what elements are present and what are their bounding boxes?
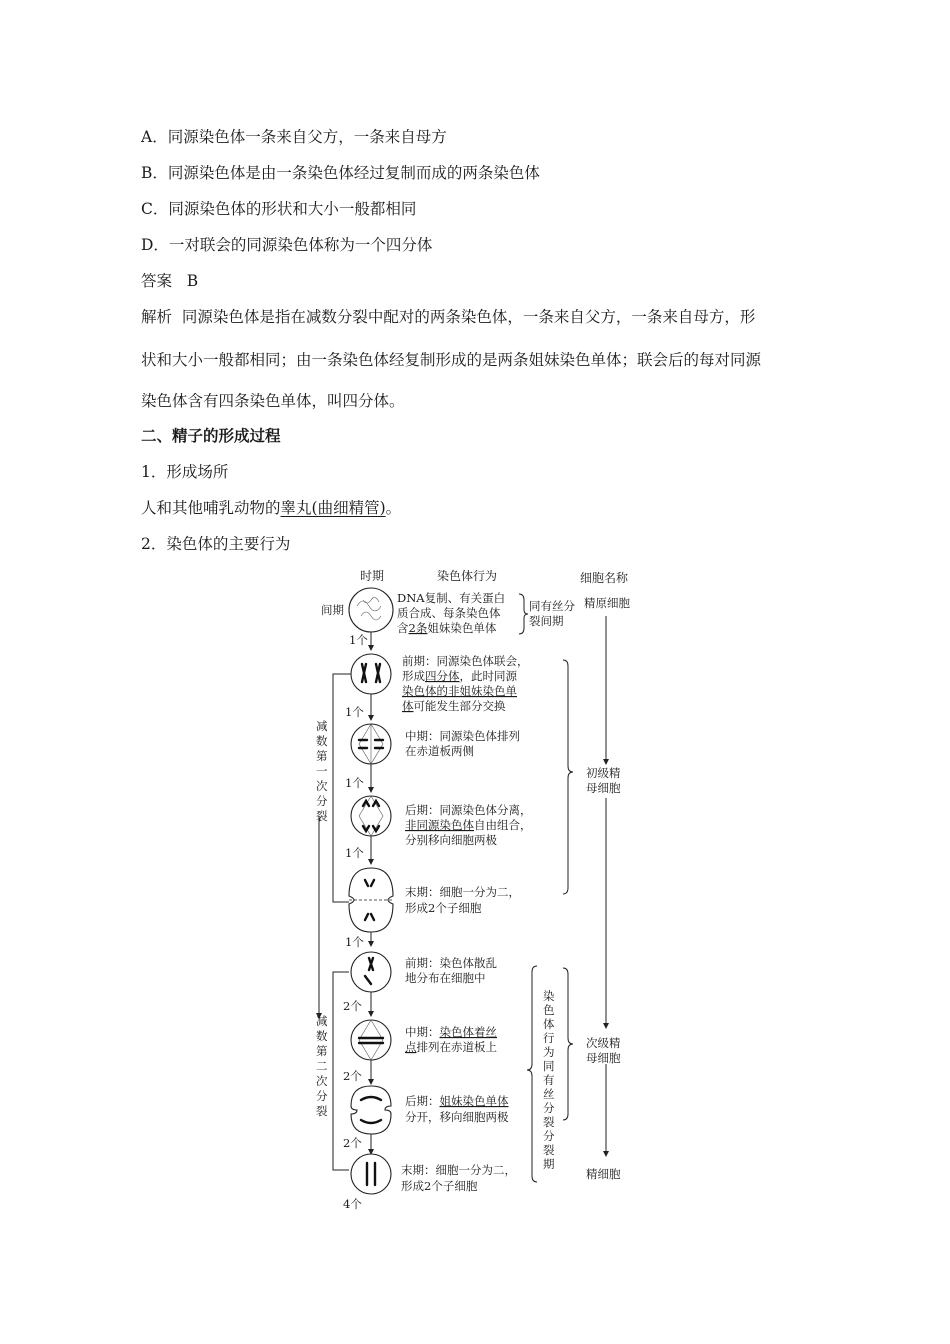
- item1-title: 1．形成场所: [141, 463, 229, 481]
- m1-telophase-1: 末期：细胞一分为二，: [405, 885, 520, 899]
- option-c: C．同源染色体的形状和大小一般都相同: [141, 200, 417, 218]
- option-a: A．同源染色体一条来自父方，一条来自母方: [141, 128, 447, 146]
- m2-metaphase-cell: [351, 1020, 391, 1060]
- m2-anaphase-1: 后期：姐妹染色单体: [405, 1094, 509, 1108]
- meiosis1-label: 减数第一次分裂: [316, 719, 328, 823]
- m2-anaphase-2: 分开，移向细胞两极: [405, 1110, 509, 1124]
- analysis-line-1: [141, 307, 755, 327]
- m1-metaphase-2: 在赤道板两侧: [405, 744, 474, 758]
- m2-prophase-cell: [351, 952, 391, 992]
- m2-metaphase-count: 2个: [343, 1069, 362, 1083]
- m2-metaphase-1: 中期：染色体着丝: [405, 1025, 497, 1039]
- analysis-line-3: 染色体含有四条染色单体，叫四分体。: [141, 392, 405, 410]
- analysis-text-1: 同源染色体是指在减数分裂中配对的两条染色体，一条来自父方，一条来自母方，形: [181, 308, 756, 326]
- m1-prophase-2: 形成四分体，此时同源: [402, 669, 517, 683]
- header-period: 时期: [360, 569, 385, 583]
- m1-metaphase-1: 中期：同源染色体排列: [405, 729, 520, 743]
- header-cell-name: 细胞名称: [580, 571, 629, 585]
- m2-prophase-count: 2个: [343, 999, 362, 1013]
- interphase-brace: [519, 594, 528, 634]
- m1-anaphase-count: 1个: [345, 846, 364, 860]
- item2-title: 2．染色体的主要行为: [141, 535, 291, 553]
- interphase-note-1: 同有丝分: [529, 599, 575, 613]
- option-d: D．一对联会的同源染色体称为一个四分体: [141, 236, 433, 254]
- interphase-behavior-3: 含2条姐妹染色单体: [397, 621, 497, 635]
- m2-telophase-cell: [351, 1154, 391, 1194]
- m2-cell-name-1: 次级精: [586, 1036, 621, 1050]
- m2-telophase-2: 形成2个子细胞: [401, 1179, 478, 1193]
- m2-telophase-1: 末期：细胞一分为二，: [401, 1163, 516, 1177]
- m1-anaphase-2: 非同源染色体自由组合，: [405, 818, 532, 832]
- m1-metaphase-count: 1个: [345, 776, 364, 790]
- m1-anaphase-cell: [351, 796, 391, 836]
- analysis-line-2: 状和大小一般都相同；由一条染色体经复制形成的是两条姐妹染色单体；联会后的每对同源: [141, 351, 762, 369]
- section-title: 二、精子的形成过程: [141, 426, 281, 445]
- interphase-note-2: 裂间期: [529, 614, 564, 628]
- m2-telophase-count: 4个: [343, 1197, 362, 1211]
- m2-anaphase-count: 2个: [343, 1136, 362, 1150]
- m2-prophase-1: 前期：染色体散乱: [405, 956, 497, 970]
- m1-telophase-2: 形成2个子细胞: [405, 901, 482, 915]
- m1-metaphase-cell: [351, 724, 391, 764]
- m2-prophase-2: 地分布在细胞中: [405, 971, 486, 985]
- item1-text-underlined: 睾丸(曲细精管): [280, 499, 386, 517]
- m2-outer-brace: [563, 968, 573, 1120]
- m2-metaphase-2: 点排列在赤道板上: [405, 1040, 497, 1054]
- m1-prophase-count: 1个: [345, 705, 364, 719]
- answer-value: B: [186, 272, 199, 290]
- m1-cell-name-1: 初级精: [586, 766, 621, 780]
- interphase-behavior-1: DNA复制、有关蛋白: [397, 591, 506, 605]
- m2-anaphase-cell: [351, 1086, 391, 1134]
- spermatogenesis-diagram: [305, 566, 655, 1218]
- m1-prophase-3: 染色体的非姐妹染色单: [402, 684, 517, 698]
- m1-telophase-cell: [349, 868, 393, 932]
- m2-bracket-note: 染色体行为同有丝分裂分裂期: [543, 989, 555, 1171]
- m1-prophase-cell: [351, 654, 391, 694]
- option-b: B．同源染色体是由一条染色体经过复制而成的两条染色体: [141, 164, 540, 182]
- m1-cell-name-2: 母细胞: [586, 781, 621, 795]
- m1-prophase-1: 前期：同源染色体联会，: [402, 654, 529, 668]
- interphase-count: 1个: [349, 633, 368, 647]
- answer-label: 答案: [141, 272, 173, 290]
- analysis-label: 解析: [141, 308, 173, 326]
- m1-anaphase-3: 分别移向细胞两极: [405, 833, 497, 847]
- m1-prophase-4: 体可能发生部分交换: [402, 699, 506, 713]
- interphase-cell: [349, 588, 393, 632]
- m2-inner-brace: [527, 966, 537, 1182]
- item1-text: [141, 498, 401, 518]
- answer-line: [141, 271, 198, 291]
- item1-text-post: 。: [385, 499, 402, 517]
- m1-anaphase-1: 后期：同源染色体分离，: [405, 803, 532, 817]
- interphase-cell-name: 精原细胞: [584, 596, 630, 610]
- header-behavior: 染色体行为: [437, 569, 498, 583]
- meiosis1-char-1: 减: [316, 719, 328, 733]
- m2-final-cell-name: 精细胞: [586, 1167, 621, 1181]
- interphase-label: 间期: [321, 603, 344, 617]
- meiosis2-label: 减数第二次分裂: [316, 1014, 328, 1118]
- item1-text-pre: 人和其他哺乳动物的: [141, 499, 281, 517]
- interphase-behavior-2: 质合成、每条染色体: [397, 606, 501, 620]
- m2-cell-name-2: 母细胞: [586, 1051, 621, 1065]
- m1-telophase-count: 1个: [345, 935, 364, 949]
- m1-brace: [563, 660, 573, 894]
